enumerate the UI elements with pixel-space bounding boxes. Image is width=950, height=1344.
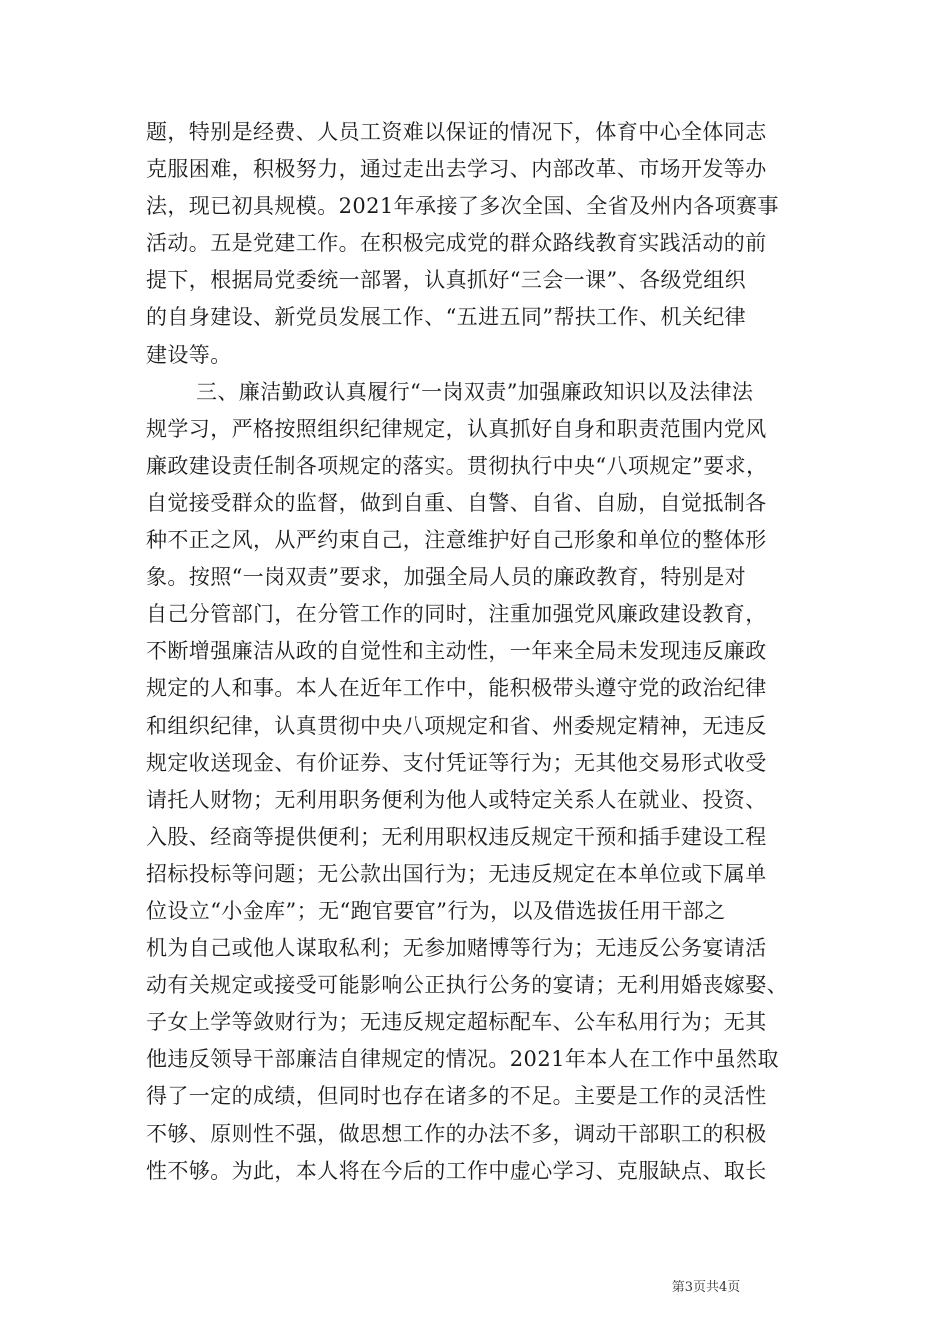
page-number: 第3页共4页 bbox=[671, 1280, 741, 1295]
text-line: 动有关规定或接受可能影响公正执行公务的宴请；无利用婚丧嫁娶、 bbox=[146, 973, 788, 998]
text-line: 不够、原则性不强，做思想工作的办法不多，调动干部职工的积极 bbox=[146, 1121, 767, 1146]
document-body bbox=[146, 114, 806, 1190]
section-heading-line: 三、廉洁勤政认真履行“一岗双责”加强廉政知识以及法律法 bbox=[196, 379, 754, 404]
text-line: 象。按照“一岗双责”要求，加强全局人员的廉政教育，特别是对 bbox=[146, 565, 747, 590]
text-line: 和组织纪律，认真贯彻中央八项规定和省、州委规定精神，无违反 bbox=[146, 713, 767, 738]
text-line: 性不够。为此，本人将在今后的工作中虚心学习、克服缺点、取长 bbox=[146, 1158, 767, 1183]
text-line: 不断增强廉洁从政的自觉性和主动性，一年来全局未发现违反廉政 bbox=[146, 639, 767, 664]
text-line: 位设立“小金库”；无“跑官要官”行为，以及借选拔任用干部之 bbox=[146, 898, 726, 923]
text-line: 招标投标等问题；无公款出国行为；无违反规定在本单位或下属单 bbox=[146, 861, 767, 886]
text-line: 请托人财物；无利用职务便利为他人或特定关系人在就业、投资、 bbox=[146, 787, 767, 812]
text-line: 法，现已初具规模。2021年承接了多次全国、全省及州内各项赛事 bbox=[146, 194, 779, 219]
text-line: 题，特别是经费、人员工资难以保证的情况下，体育中心全体同志 bbox=[146, 120, 767, 144]
text-line: 的自身建设、新党员发展工作、“五进五同”帮扶工作、机关纪律 bbox=[146, 305, 747, 330]
text-line: 他违反领导干部廉洁自律规定的情况。2021年本人在工作中虽然取 bbox=[146, 1047, 779, 1072]
text-line: 克服困难，积极努力，通过走出去学习、内部改革、市场开发等办 bbox=[146, 157, 767, 182]
text-line: 种不正之风，从严约束自己，注意维护好自己形象和单位的整体形 bbox=[146, 528, 767, 553]
text-line: 自己分管部门，在分管工作的同时，注重加强党风廉政建设教育， bbox=[146, 602, 767, 627]
text-line: 子女上学等敛财行为；无违反规定超标配车、公车私用行为；无其 bbox=[146, 1010, 767, 1035]
text-line: 得了一定的成绩，但同时也存在诸多的不足。主要是工作的灵活性 bbox=[146, 1084, 767, 1109]
text-line: 自觉接受群众的监督，做到自重、自警、自省、自励，自觉抵制各 bbox=[146, 490, 767, 515]
text-line: 廉政建设责任制各项规定的落实。贯彻执行中央“八项规定”要求， bbox=[146, 453, 768, 478]
text-line: 机为自己或他人谋取私利；无参加赌博等行为；无违反公务宴请活 bbox=[146, 936, 767, 961]
text-line: 活动。五是党建工作。在积极完成党的群众路线教育实践活动的前 bbox=[146, 231, 767, 256]
text-line: 入股、经商等提供便利；无利用职权违反规定干预和插手建设工程 bbox=[146, 824, 767, 849]
text-line: 提下，根据局党委统一部署，认真抓好“三会一课”、各级党组织 bbox=[146, 268, 747, 293]
text-line: 规定收送现金、有价证券、支付凭证等行为；无其他交易形式收受 bbox=[146, 750, 767, 775]
text-line: 规定的人和事。本人在近年工作中，能积极带头遵守党的政治纪律 bbox=[146, 676, 767, 701]
text-line: 规学习，严格按照组织纪律规定，认真抓好自身和职责范围内党风 bbox=[146, 416, 767, 441]
page-footer bbox=[0, 1276, 950, 1295]
text-line: 建设等。 bbox=[146, 342, 232, 367]
